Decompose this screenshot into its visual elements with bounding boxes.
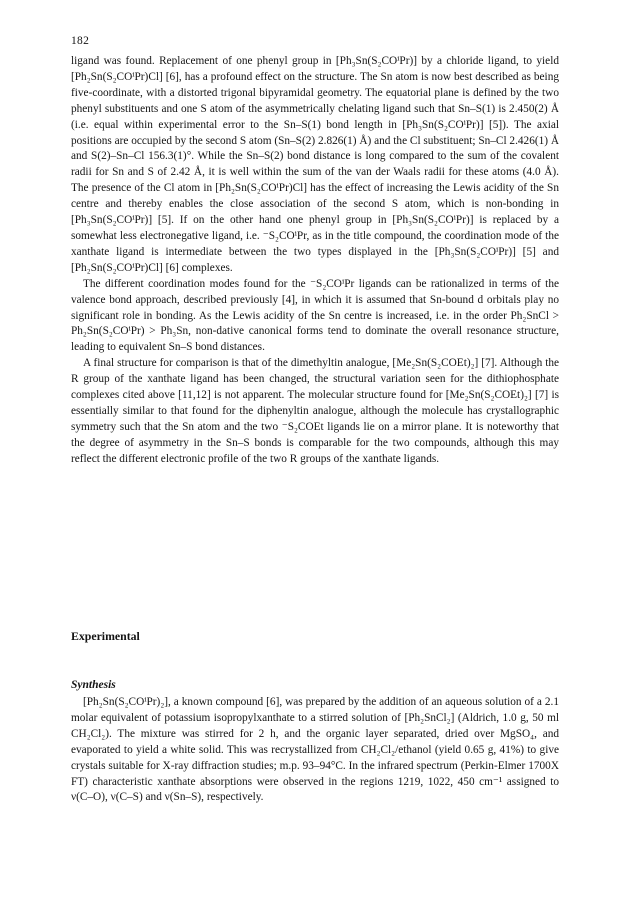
paragraph-3: A final structure for comparison is that of the dimethyltin analogue, [Me₂Sn(S₂COEt)₂] [7]. Although the R group of the xanthate ligand has been changed, the structural variation seen for the dithiophosphate complexes cited above [11,12] is not apparent. The molecular structure found for [Me₂Sn(S₂COEt)₂] [7] is essentially similar to that found for the diphenyltin analogue, although the molecule has crystallographic symmetry such that the Sn atom and the two ⁻S₂COEt ligands lie on a mirror plane. It is noteworthy that the degree of asymmetry in the Sn–S bonds is comparable for the two compounds, although this may reflect the different electronic profile of the two R groups of the xanthate ligands. [71,357,559,465]
synthesis-paragraph: [Ph₂Sn(S₂COⁱPr)₂], a known compound [6], was prepared by the addition of an aqueous solution of a 2.1 molar equivalent of potassium isopropylxanthate to a stirred solution of [Ph₂SnCl₂] (Aldrich, 1.0 g, 50 ml CH₂Cl₂). The mixture was stirred for 2 h, and the organic layer separated, dried over MgSO₄, and evaporated to yield a white solid. This was recrystallized from CH₂Cl₂/ethanol (yield 0.65 g, 41%) to give crystals suitable for X-ray diffraction studies; m.p. 93–94°C. In the infrared spectrum (Perkin-Elmer 1700X FT) characteristic xanthate absorptions were observed in the regions 1219, 1022, 450 cm⁻¹ assigned to ν(C–O), ν(C–S) and ν(Sn–S), respectively. [71,696,559,804]
page-number: 182 [71,35,90,47]
section-heading-experimental: Experimental [71,629,140,643]
paragraph-1: ligand was found. Replacement of one phenyl group in [Ph₃Sn(S₂COⁱPr)] by a chloride ligand, to yield [Ph₂Sn(S₂COⁱPr)Cl] [6], has a profound effect on the structure. The Sn atom is now best described as being five-coordinate, with a distorted trigonal bipyramidal geometry. The equatorial plane is defined by the two phenyl substituents and one S atom of the asymmetrically chelating ligand such that Sn–S(1) is 2.450(2) Å (i.e. equal within experimental error to the Sn–S(1) bond length in [Ph₃Sn(S₂COⁱPr)] [5]). The axial positions are occupied by the second S atom (Sn–S(2) 2.826(1) Å) and the Cl substituent; Sn–Cl 2.426(1) Å and S(2)–Sn–Cl 156.3(1)°. While the Sn–S(2) bond distance is long compared to the sum of the covalent radii for Sn and S of 2.42 Å, it is well within the sum of the van der Waals radii for these atoms (4.0 Å). The presence of the Cl atom in [Ph₂Sn(S₂COⁱPr)Cl] has the effect of increasing the Lewis acidity of the Sn centre and thereby enables the close association of the second S atom, which is non-bonding in [Ph₃Sn(S₂COⁱPr)] [5]. If on the other hand one phenyl group in [Ph₃Sn(S₂COⁱPr)] is replaced by a somewhat less electronegative ligand, i.e. ⁻S₂COⁱPr, as in the title compound, the coordination mode of the xanthate ligand is intermediate between the two types displayed in the [Ph₃Sn(S₂COⁱPr)] [5] and [Ph₂Sn(S₂COⁱPr)Cl] [6] complexes. [71,55,559,274]
subheading-synthesis: Synthesis [71,679,116,691]
paragraph-2: The different coordination modes found for the ⁻S₂COⁱPr ligands can be rationalized in terms of the valence bond approach, described previously [4], in which it is assumed that Sn-bound d orbitals play no significant role in bonding. As the Lewis acidity of the Sn centre is increased, i.e. in the order Ph₂SnCl > Ph₂Sn(S₂COⁱPr) > Ph₃Sn, non-dative canonical forms tend to dominate the overall resonance structure, leading to equivalent Sn–S bond distances. [71,277,559,354]
discussion-text [71,54,559,468]
